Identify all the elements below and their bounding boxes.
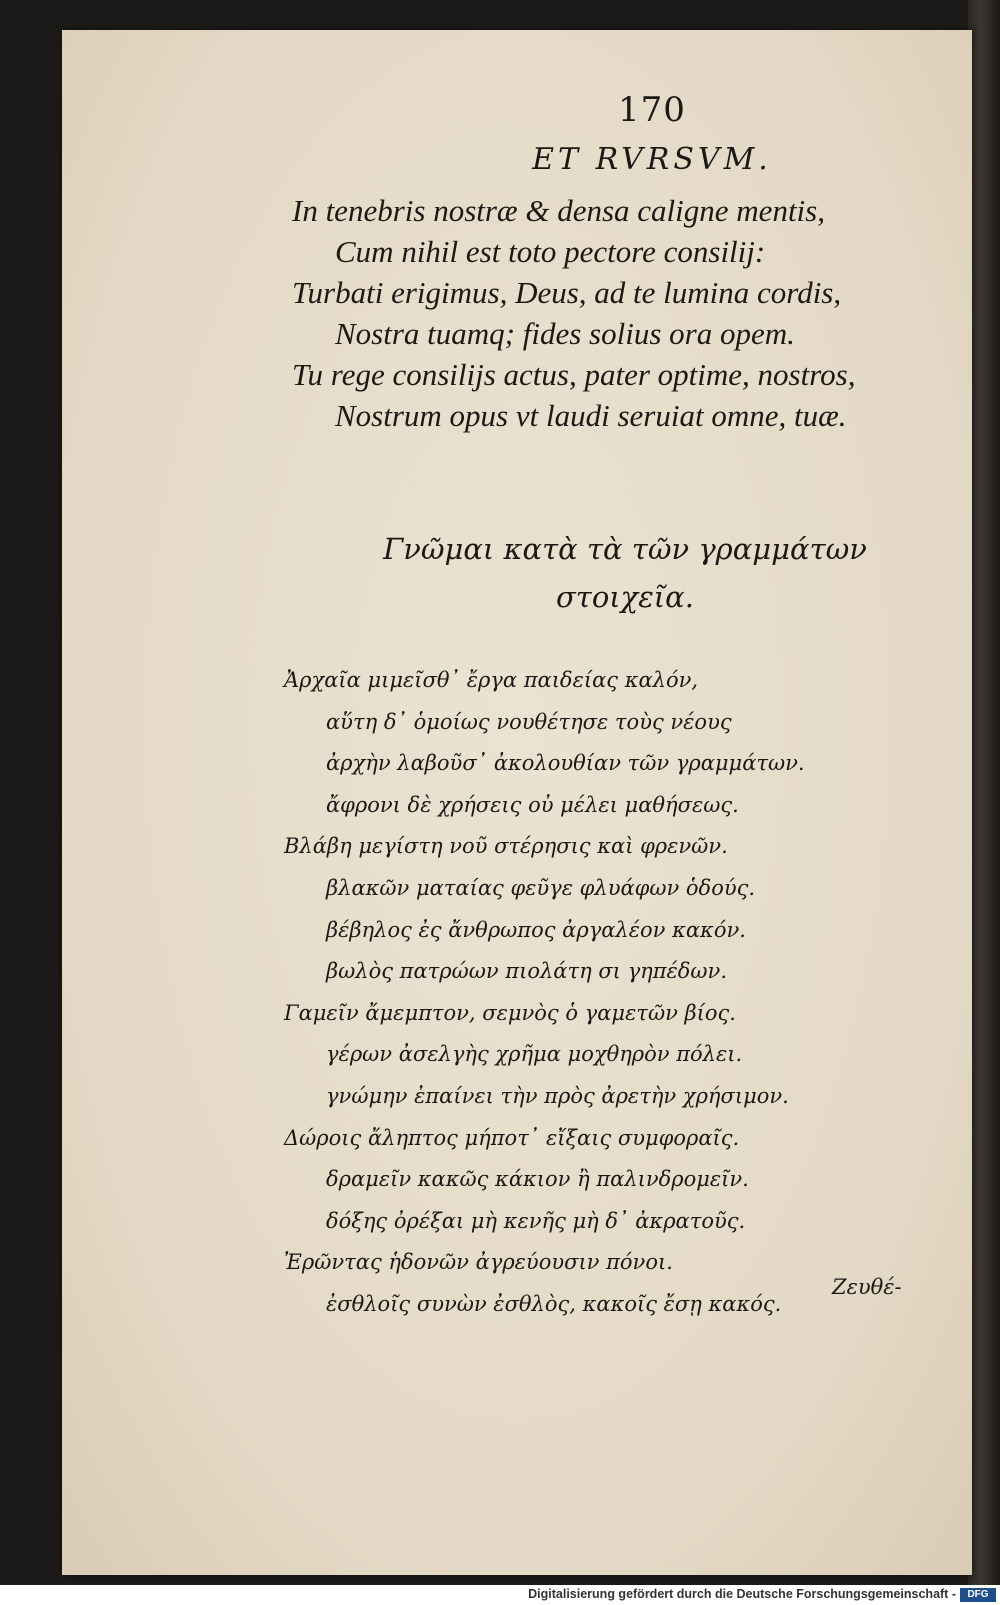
poem-line: ἀρχὴν λαβοῦσ᾽ ἀκολουθίαν τῶν γραμμάτων. [326,751,805,776]
footer-credit-bar [0,1585,1000,1605]
latin-heading: ET RVRSVM. [532,142,772,177]
poem-line: βωλὸς πατρώων πιολάτη σι γηπέδων. [326,959,727,984]
poem-line: γέρων ἀσελγὴς χρῆμα μοχθηρὸν πόλει. [326,1042,743,1067]
poem-line: Cum nihil est toto pectore consilij: [335,234,766,269]
funding-credit: Digitalisierung gefördert durch die Deutsche Forschungsgemeinschaft - [528,1587,956,1601]
poem-line: In tenebris nostræ & densa caligne mentis, [292,193,825,228]
greek-title-line: στοιχεῖα. [556,580,694,614]
poem-line: γνώμην ἐπαίνει τὴν πρὸς ἀρετὴν χρήσιμον. [326,1083,789,1108]
dfg-logo: DFG [960,1588,996,1602]
poem-line: δόξης ὀρέξαι μὴ κενῆς μὴ δ᾽ ἀκρατοῦς. [326,1208,746,1233]
poem-line: Βλάβη μεγίστη νοῦ στέρησις καὶ φρενῶν. [284,834,728,859]
poem-line: Turbati erigimus, Deus, ad te lumina cordis, [292,275,842,310]
poem-line: ἄφρονι δὲ χρήσεις οὐ μέλει μαθήσεως. [326,792,739,817]
poem-line: Ἀρχαῖα μιμεῖσθ᾽ ἔργα παιδείας καλόν, [284,668,699,692]
catchword: Ζευθέ- [832,1275,902,1299]
poem-line: αὕτη δ᾽ ὁμοίως νουθέτησε τοὺς νέους [326,709,732,734]
poem-line: Nostra tuamq; fides solius ora opem. [335,316,795,351]
poem-line: ἐσθλοῖς συνὼν ἐσθλὸς, κακοῖς ἔσῃ κακός. [326,1291,782,1316]
poem-line: βλακῶν ματαίας φεῦγε φλυάφων ὁδούς. [326,875,756,900]
poem-line: δραμεῖν κακῶς κάκιον ἢ παλινδρομεῖν. [326,1167,749,1192]
poem-line: Tu rege consilijs actus, pater optime, nostros, [292,357,856,392]
greek-poem [284,660,964,1326]
greek-title [355,525,895,621]
page-number: 170 [618,90,686,130]
poem-line: βέβηλος ἐς ἄνθρωπος ἀργαλέον κακόν. [326,917,746,942]
poem-line: Γαμεῖν ἄμεμπτον, σεμνὸς ὁ γαμετῶν βίος. [284,1000,736,1025]
book-page [62,30,972,1575]
latin-poem [292,190,992,436]
poem-line: Nostrum opus vt laudi seruiat omne, tuæ. [335,398,847,433]
greek-title-line: Γνῶμαι κατὰ τὰ τῶν γραμμάτων [383,532,867,566]
poem-line: Δώροις ἄληπτος μήποτ᾽ εἴξαις συμφοραῖς. [284,1125,740,1150]
poem-line: Ἐρῶντας ἡδονῶν ἀγρεύουσιν πόνοι. [284,1250,673,1275]
